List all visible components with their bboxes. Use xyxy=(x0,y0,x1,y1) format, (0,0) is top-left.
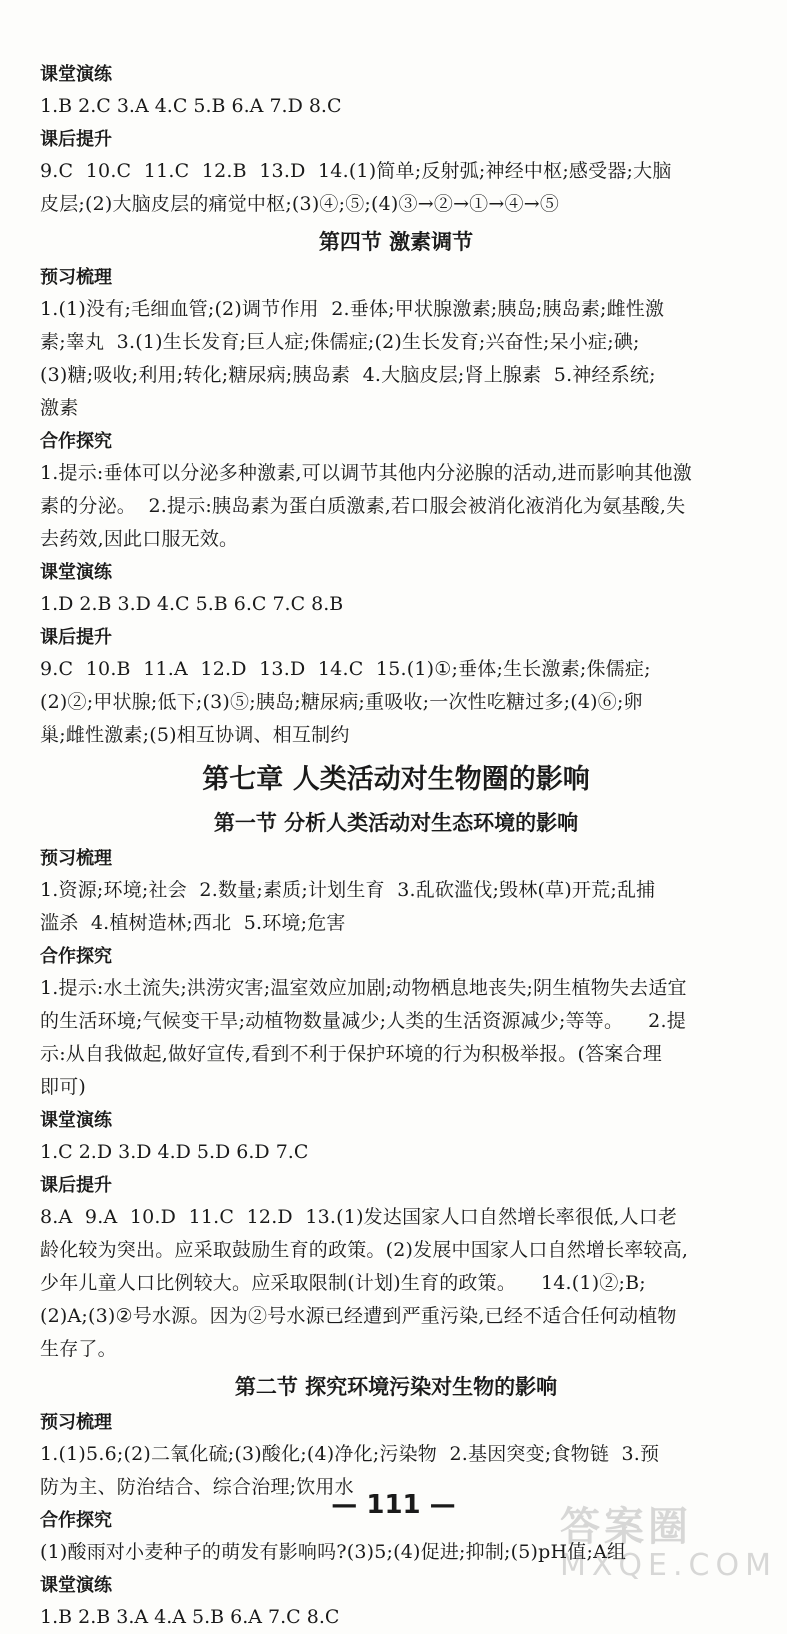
answer-line: 1.C 2.D 3.D 4.D 5.D 6.D 7.C xyxy=(40,1141,309,1163)
section-label-class-practice: 课堂演练 xyxy=(40,562,112,583)
section-label-after-class: 课后提升 xyxy=(40,1175,112,1196)
section-label-explore: 合作探究 xyxy=(40,431,112,452)
section-label-class-practice: 课堂演练 xyxy=(40,64,112,85)
answer-line: 9.C 10.B 11.A 12.D 13.D 14.C 15.(1)①;垂体;生长激素;侏儒症; xyxy=(40,658,651,680)
answer-line: 1.(1)5.6;(2)二氧化硫;(3)酸化;(4)净化;污染物 2.基因突变;食物链 3.预 xyxy=(40,1443,660,1465)
watermark-url: MXQE.COM xyxy=(560,1548,777,1583)
answer-line: 1.B 2.C 3.A 4.C 5.B 6.A 7.D 8.C xyxy=(40,95,342,117)
answer-line: 9.C 10.C 11.C 12.B 13.D 14.(1)简单;反射弧;神经中枢;感受器;大脑 xyxy=(40,160,672,182)
answer-line: 1.D 2.B 3.D 4.C 5.B 6.C 7.C 8.B xyxy=(40,593,344,615)
section-label-explore: 合作探究 xyxy=(40,1510,112,1531)
answer-line: 少年儿童人口比例较大。应采取限制(计划)生育的政策。 14.(1)②;B; xyxy=(40,1272,646,1294)
answer-line: 龄化较为突出。应采取鼓励生育的政策。(2)发展中国家人口自然增长率较高, xyxy=(40,1239,689,1261)
answer-page xyxy=(40,58,752,1634)
answer-line: (2)②;甲状腺;低下;(3)⑤;胰岛;糖尿病;重吸收;一次性吃糖过多;(4)⑥;卵 xyxy=(40,691,643,713)
answer-line: 素;睾丸 3.(1)生长发育;巨人症;侏儒症;(2)生长发育;兴奋性;呆小症;碘; xyxy=(40,331,640,353)
answer-line: 1.提示:垂体可以分泌多种激素,可以调节其他内分泌腺的活动,进而影响其他激 xyxy=(40,462,693,484)
answer-line: 8.A 9.A 10.D 11.C 12.D 13.(1)发达国家人口自然增长率很低,人口老 xyxy=(40,1206,678,1228)
answer-line: 滥杀 4.植树造林;西北 5.环境;危害 xyxy=(40,912,346,934)
watermark-logo xyxy=(560,1495,780,1595)
answer-line: (2)A;(3)②号水源。因为②号水源已经遭到严重污染,已经不适合任何动植物 xyxy=(40,1305,677,1327)
answer-line: 皮层;(2)大脑皮层的痛觉中枢;(3)④;⑤;(4)③→②→①→④→⑤ xyxy=(40,193,560,215)
answer-line: 防为主、防治结合、综合治理;饮用水 xyxy=(40,1476,354,1498)
answer-line: 激素 xyxy=(40,397,79,419)
answer-line: 1.资源;环境;社会 2.数量;素质;计划生育 3.乱砍滥伐;毁林(草)开荒;乱捕 xyxy=(40,879,656,901)
answer-line: 1.B 2.B 3.A 4.A 5.B 6.A 7.C 8.C xyxy=(40,1606,340,1628)
answer-line: 去药效,因此口服无效。 xyxy=(40,528,239,550)
section-label-class-practice: 课堂演练 xyxy=(40,1575,112,1596)
answer-line: 1.提示:水土流失;洪涝灾害;温室效应加剧;动物栖息地丧失;阴生植物失去适宜 xyxy=(40,977,687,999)
section-label-explore: 合作探究 xyxy=(40,946,112,967)
section-label-preview: 预习梳理 xyxy=(40,1412,112,1433)
answer-line: 巢;雌性激素;(5)相互协调、相互制约 xyxy=(40,724,350,746)
section-label-preview: 预习梳理 xyxy=(40,848,112,869)
section-title: 第一节 分析人类活动对生态环境的影响 xyxy=(213,811,579,835)
answer-line: 示:从自我做起,做好宣传,看到不利于保护环境的行为积极举报。(答案合理 xyxy=(40,1043,662,1065)
answer-line: 生存了。 xyxy=(40,1338,117,1360)
watermark-text: 答案圈 xyxy=(560,1504,692,1550)
answer-line: 即可) xyxy=(40,1076,87,1098)
answer-line: 的生活环境;气候变干旱;动植物数量减少;人类的生活资源减少;等等。 2.提 xyxy=(40,1010,686,1032)
answer-line: (1)酸雨对小麦种子的萌发有影响吗?(3)5;(4)促进;抑制;(5)pH值;A组 xyxy=(40,1541,627,1563)
answer-line: 素的分泌。 2.提示:胰岛素为蛋白质激素,若口服会被消化液消化为氨基酸,失 xyxy=(40,495,686,517)
section-label-after-class: 课后提升 xyxy=(40,627,112,648)
section-title: 第四节 激素调节 xyxy=(318,230,474,254)
answer-line: 1.(1)没有;毛细血管;(2)调节作用 2.垂体;甲状腺激素;胰岛;胰岛素;雌性激 xyxy=(40,298,665,320)
section-title: 第二节 探究环境污染对生物的影响 xyxy=(234,1375,558,1399)
chapter-title: 第七章 人类活动对生物圈的影响 xyxy=(202,764,590,795)
section-label-preview: 预习梳理 xyxy=(40,267,112,288)
section-label-class-practice: 课堂演练 xyxy=(40,1110,112,1131)
page-number: — 111 — xyxy=(331,1490,456,1520)
answer-line: (3)糖;吸收;利用;转化;糖尿病;胰岛素 4.大脑皮层;肾上腺素 5.神经系统; xyxy=(40,364,656,386)
section-label-after-class: 课后提升 xyxy=(40,129,112,150)
